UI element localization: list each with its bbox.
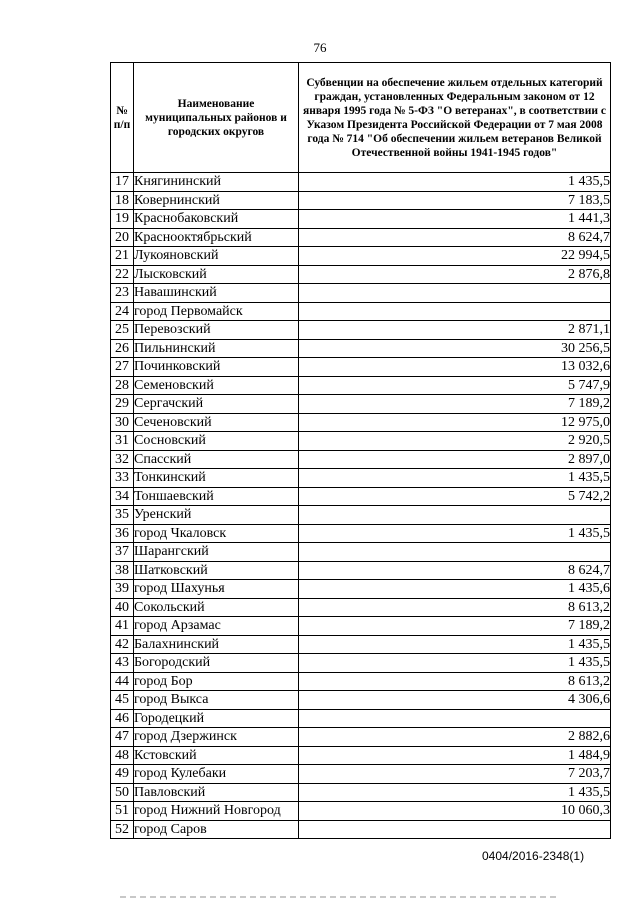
row-value: 8 624,7: [299, 228, 611, 247]
row-value: 1 435,5: [299, 524, 611, 543]
row-number: 35: [111, 506, 134, 525]
row-value: 22 994,5: [299, 247, 611, 266]
row-name: Сокольский: [134, 598, 299, 617]
row-value: 8 613,2: [299, 672, 611, 691]
row-name: город Арзамас: [134, 617, 299, 636]
table-row: [111, 802, 611, 821]
row-number: 34: [111, 487, 134, 506]
table-row: [111, 635, 611, 654]
row-value: [299, 302, 611, 321]
row-number: 22: [111, 265, 134, 284]
table-row: [111, 469, 611, 488]
table-row: [111, 561, 611, 580]
table-row: [111, 728, 611, 747]
row-value: [299, 506, 611, 525]
row-number: 42: [111, 635, 134, 654]
row-number: 41: [111, 617, 134, 636]
row-number: 28: [111, 376, 134, 395]
table-row: [111, 746, 611, 765]
row-name: Перевозский: [134, 321, 299, 340]
row-name: Лукояновский: [134, 247, 299, 266]
header-value: Субвенции на обеспечение жильем отдельных категорий граждан, установленных Федеральным законом от 12 января 1995 года № 5-ФЗ "О ветеранах", в соответствии с Указом Президента Российской Федерации от 7 мая 2008 года № 714 "Об обеспечении жильем ветеранов Великой Отечественной войны 1941-1945 годов": [299, 63, 611, 173]
row-name: Лысковский: [134, 265, 299, 284]
row-number: 23: [111, 284, 134, 303]
table-row: [111, 672, 611, 691]
row-value: 8 613,2: [299, 598, 611, 617]
row-name: Ковернинский: [134, 191, 299, 210]
row-number: 26: [111, 339, 134, 358]
row-number: 38: [111, 561, 134, 580]
row-name: Починковский: [134, 358, 299, 377]
table-row: [111, 543, 611, 562]
row-number: 37: [111, 543, 134, 562]
row-number: 40: [111, 598, 134, 617]
table-row: [111, 395, 611, 414]
row-value: [299, 820, 611, 839]
table-row: [111, 284, 611, 303]
row-name: Уренский: [134, 506, 299, 525]
row-name: Тоншаевский: [134, 487, 299, 506]
row-name: Павловский: [134, 783, 299, 802]
row-name: Пильнинский: [134, 339, 299, 358]
table-body: [111, 173, 611, 839]
row-value: 7 189,2: [299, 617, 611, 636]
row-number: 51: [111, 802, 134, 821]
row-name: город Шахунья: [134, 580, 299, 599]
row-value: 2 920,5: [299, 432, 611, 451]
row-value: 1 441,3: [299, 210, 611, 229]
table-row: [111, 302, 611, 321]
row-number: 17: [111, 173, 134, 192]
row-number: 48: [111, 746, 134, 765]
row-name: Шарангский: [134, 543, 299, 562]
table-row: [111, 413, 611, 432]
table-row: [111, 783, 611, 802]
row-number: 50: [111, 783, 134, 802]
row-value: 7 203,7: [299, 765, 611, 784]
table-row: [111, 506, 611, 525]
row-value: 7 183,5: [299, 191, 611, 210]
row-number: 21: [111, 247, 134, 266]
row-name: Семеновский: [134, 376, 299, 395]
row-value: 2 897,0: [299, 450, 611, 469]
row-name: Кстовский: [134, 746, 299, 765]
row-value: 1 435,5: [299, 173, 611, 192]
row-number: 31: [111, 432, 134, 451]
row-number: 18: [111, 191, 134, 210]
row-name: Сергачский: [134, 395, 299, 414]
table-row: [111, 265, 611, 284]
scan-edge-mark: [120, 896, 560, 898]
row-number: 29: [111, 395, 134, 414]
page-number: 76: [313, 40, 327, 55]
row-number: 46: [111, 709, 134, 728]
row-value: 4 306,6: [299, 691, 611, 710]
row-name: город Выкса: [134, 691, 299, 710]
table-row: [111, 487, 611, 506]
row-number: 39: [111, 580, 134, 599]
row-value: [299, 709, 611, 728]
row-name: Навашинский: [134, 284, 299, 303]
table-row: [111, 432, 611, 451]
row-name: город Первомайск: [134, 302, 299, 321]
table-row: [111, 709, 611, 728]
row-value: 5 742,2: [299, 487, 611, 506]
table-row: [111, 173, 611, 192]
row-value: 13 032,6: [299, 358, 611, 377]
row-name: Шатковский: [134, 561, 299, 580]
row-name: Сосновский: [134, 432, 299, 451]
table-row: [111, 654, 611, 673]
row-number: 43: [111, 654, 134, 673]
row-name: город Кулебаки: [134, 765, 299, 784]
document-code: 0404/2016-2348(1): [482, 849, 585, 863]
row-value: 1 484,9: [299, 746, 611, 765]
table-row: [111, 598, 611, 617]
row-value: 30 256,5: [299, 339, 611, 358]
row-value: [299, 284, 611, 303]
row-name: город Саров: [134, 820, 299, 839]
table-row: [111, 580, 611, 599]
table-row: [111, 247, 611, 266]
row-value: 8 624,7: [299, 561, 611, 580]
row-number: 45: [111, 691, 134, 710]
table-row: [111, 691, 611, 710]
row-value: 5 747,9: [299, 376, 611, 395]
row-number: 25: [111, 321, 134, 340]
row-number: 19: [111, 210, 134, 229]
row-number: 30: [111, 413, 134, 432]
row-value: 1 435,5: [299, 783, 611, 802]
row-number: 36: [111, 524, 134, 543]
row-value: 2 876,8: [299, 265, 611, 284]
row-number: 33: [111, 469, 134, 488]
table-row: [111, 191, 611, 210]
row-name: Богородский: [134, 654, 299, 673]
row-name: город Чкаловск: [134, 524, 299, 543]
row-name: Балахнинский: [134, 635, 299, 654]
table-row: [111, 524, 611, 543]
row-number: 47: [111, 728, 134, 747]
table-row: [111, 765, 611, 784]
subsidy-table: [110, 62, 611, 839]
row-number: 44: [111, 672, 134, 691]
table-row: [111, 339, 611, 358]
row-name: город Дзержинск: [134, 728, 299, 747]
row-name: город Нижний Новгород: [134, 802, 299, 821]
row-name: Городецкий: [134, 709, 299, 728]
row-number: 49: [111, 765, 134, 784]
table-row: [111, 820, 611, 839]
table-row: [111, 358, 611, 377]
row-name: Княгининский: [134, 173, 299, 192]
header-name: Наименование муниципальных районов и городских округов: [134, 63, 299, 173]
row-value: 10 060,3: [299, 802, 611, 821]
row-name: Сеченовский: [134, 413, 299, 432]
row-value: 2 882,6: [299, 728, 611, 747]
row-number: 52: [111, 820, 134, 839]
row-value: 1 435,6: [299, 580, 611, 599]
row-name: Краснооктябрьский: [134, 228, 299, 247]
row-name: город Бор: [134, 672, 299, 691]
table-row: [111, 228, 611, 247]
row-number: 27: [111, 358, 134, 377]
row-value: 1 435,5: [299, 469, 611, 488]
table-header-row: [111, 63, 611, 173]
table-row: [111, 450, 611, 469]
header-number: № п/п: [111, 63, 134, 173]
row-name: Тонкинский: [134, 469, 299, 488]
row-value: [299, 543, 611, 562]
row-name: Спасский: [134, 450, 299, 469]
row-number: 32: [111, 450, 134, 469]
row-value: 1 435,5: [299, 654, 611, 673]
row-number: 24: [111, 302, 134, 321]
row-value: 1 435,5: [299, 635, 611, 654]
row-number: 20: [111, 228, 134, 247]
table-row: [111, 210, 611, 229]
table-row: [111, 617, 611, 636]
row-value: 7 189,2: [299, 395, 611, 414]
table-row: [111, 321, 611, 340]
row-value: 2 871,1: [299, 321, 611, 340]
row-name: Краснобаковский: [134, 210, 299, 229]
table-row: [111, 376, 611, 395]
row-value: 12 975,0: [299, 413, 611, 432]
